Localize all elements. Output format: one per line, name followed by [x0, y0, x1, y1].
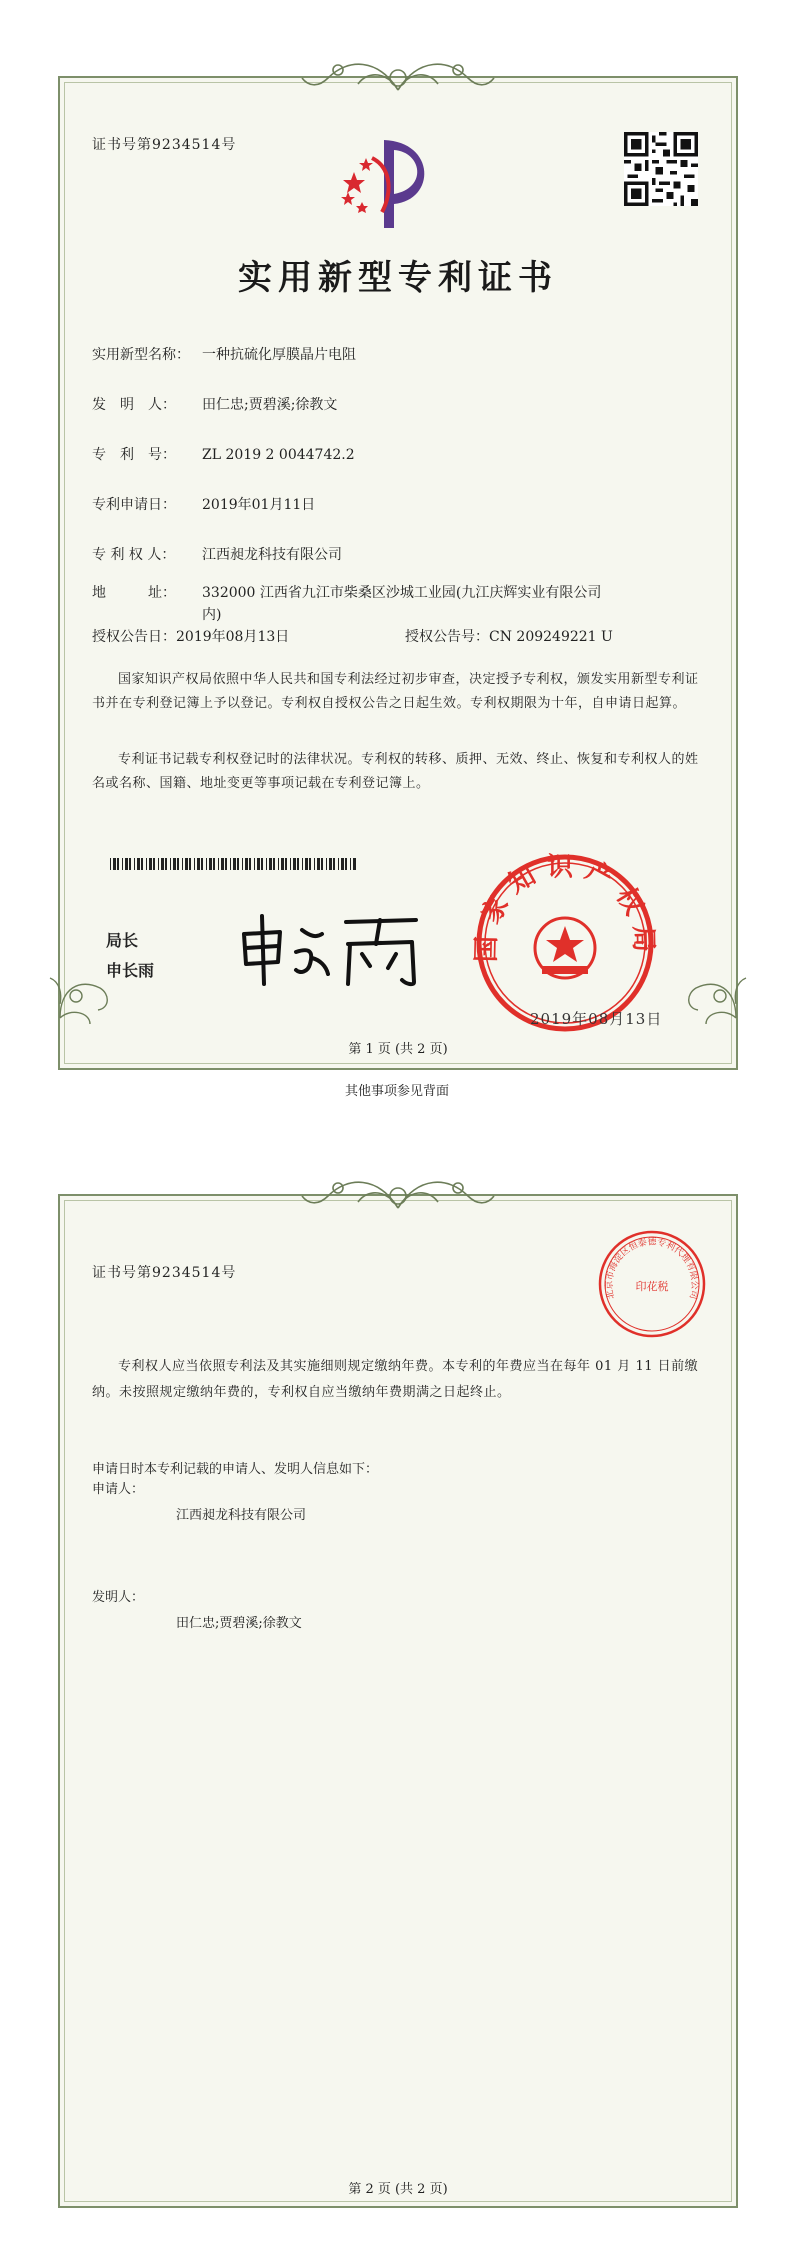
corner-ornament-right-icon: [666, 938, 756, 1028]
field-patent-number: [92, 444, 355, 466]
field-value: ZL 2019 2 0044742.2: [202, 447, 355, 463]
floral-ornament-icon: [298, 48, 498, 104]
director-signature: [230, 908, 430, 988]
field-inventor: [92, 394, 337, 416]
field-label: 实用新型名称：: [92, 347, 190, 363]
field-patent-holder: [92, 544, 342, 566]
certificate-page-2: [58, 1194, 738, 2208]
inventor-value: 田仁忠;贾碧溪;徐教文: [176, 1616, 302, 1631]
back-side-note: 其他事项参见背面: [344, 1084, 449, 1099]
qr-code-icon: [624, 132, 698, 206]
seal-date: 2019年08月13日: [530, 1010, 663, 1028]
field-value: 2019年01月11日: [202, 497, 316, 513]
field-value: 332000 江西省九江市柴桑区沙城工业园(九江庆辉实业有限公司内): [202, 585, 602, 623]
field-label: 专 利 号：: [92, 447, 176, 463]
seal-text: 国家知识产权局: [471, 852, 659, 963]
field-value: 田仁忠;贾碧溪;徐教文: [202, 397, 338, 413]
director-title: 局长: [106, 931, 139, 950]
applicant-value: 江西昶龙科技有限公司: [176, 1508, 307, 1523]
stamp-sub-text: 印花税: [635, 1280, 669, 1293]
paragraph-legal-status: 专利证书记载专利权登记时的法律状况。专利权的转移、质押、无效、终止、恢复和专利权人的姓名或名称、国籍、地址变更等事项记载在专利登记簿上。: [92, 752, 699, 791]
page-number: 第 2 页 (共 2 页): [348, 2182, 448, 2197]
document-title: 实用新型专利证书: [238, 258, 558, 298]
field-label: 发 明 人：: [92, 397, 176, 413]
field-label: 地 址：: [92, 585, 176, 601]
paragraph-grant-statement: 国家知识产权局依照中华人民共和国专利法经过初步审查，决定授予专利权，颁发实用新型专利证书并在专利登记簿上予以登记。专利权自授权公告之日起生效。专利权期限为十年，自申请日起算。: [92, 672, 699, 711]
grant-announcement-number: 授权公告号：CN 209249221 U: [405, 629, 613, 645]
field-value: 江西昶龙科技有限公司: [202, 547, 342, 563]
page-number: 第 1 页 (共 2 页): [348, 1042, 448, 1057]
inventor-label: 发明人：: [92, 1590, 145, 1605]
field-label: 专利申请日：: [92, 497, 176, 513]
corner-ornament-left-icon: [40, 938, 130, 1028]
barcode-icon: [110, 858, 356, 870]
field-utility-model-name: [92, 344, 356, 366]
grant-announcement-date: 授权公告日：2019年08月13日: [92, 629, 290, 645]
agency-stamp: [596, 1228, 708, 1340]
certificate-number: 证书号第9234514号: [92, 137, 237, 153]
certificate-page-1: [58, 76, 738, 1070]
director-name: 申长雨: [106, 961, 155, 980]
stamp-text: 北京市海淀区恒泰德专利代理有限公司: [604, 1237, 700, 1301]
field-label: 专 利 权 人：: [92, 547, 176, 563]
annual-fee-paragraph: 专利权人应当依照专利法及其实施细则规定缴纳年费。本专利的年费应当在每年 01 月 11 日前缴纳。未按照规定缴纳年费的，专利权自应当缴纳年费期满之日起终止。: [92, 1359, 699, 1400]
floral-ornament-icon: [298, 1166, 498, 1222]
field-address: [92, 582, 632, 626]
applicant-label: 申请人：: [92, 1482, 145, 1497]
certificate-number: 证书号第9234514号: [92, 1265, 237, 1281]
applicant-info-intro: 申请日时本专利记载的申请人、发明人信息如下：: [92, 1462, 379, 1477]
field-application-date: [92, 494, 315, 516]
cnipa-logo-icon: [332, 128, 442, 238]
field-value: 一种抗硫化厚膜晶片电阻: [202, 347, 356, 363]
